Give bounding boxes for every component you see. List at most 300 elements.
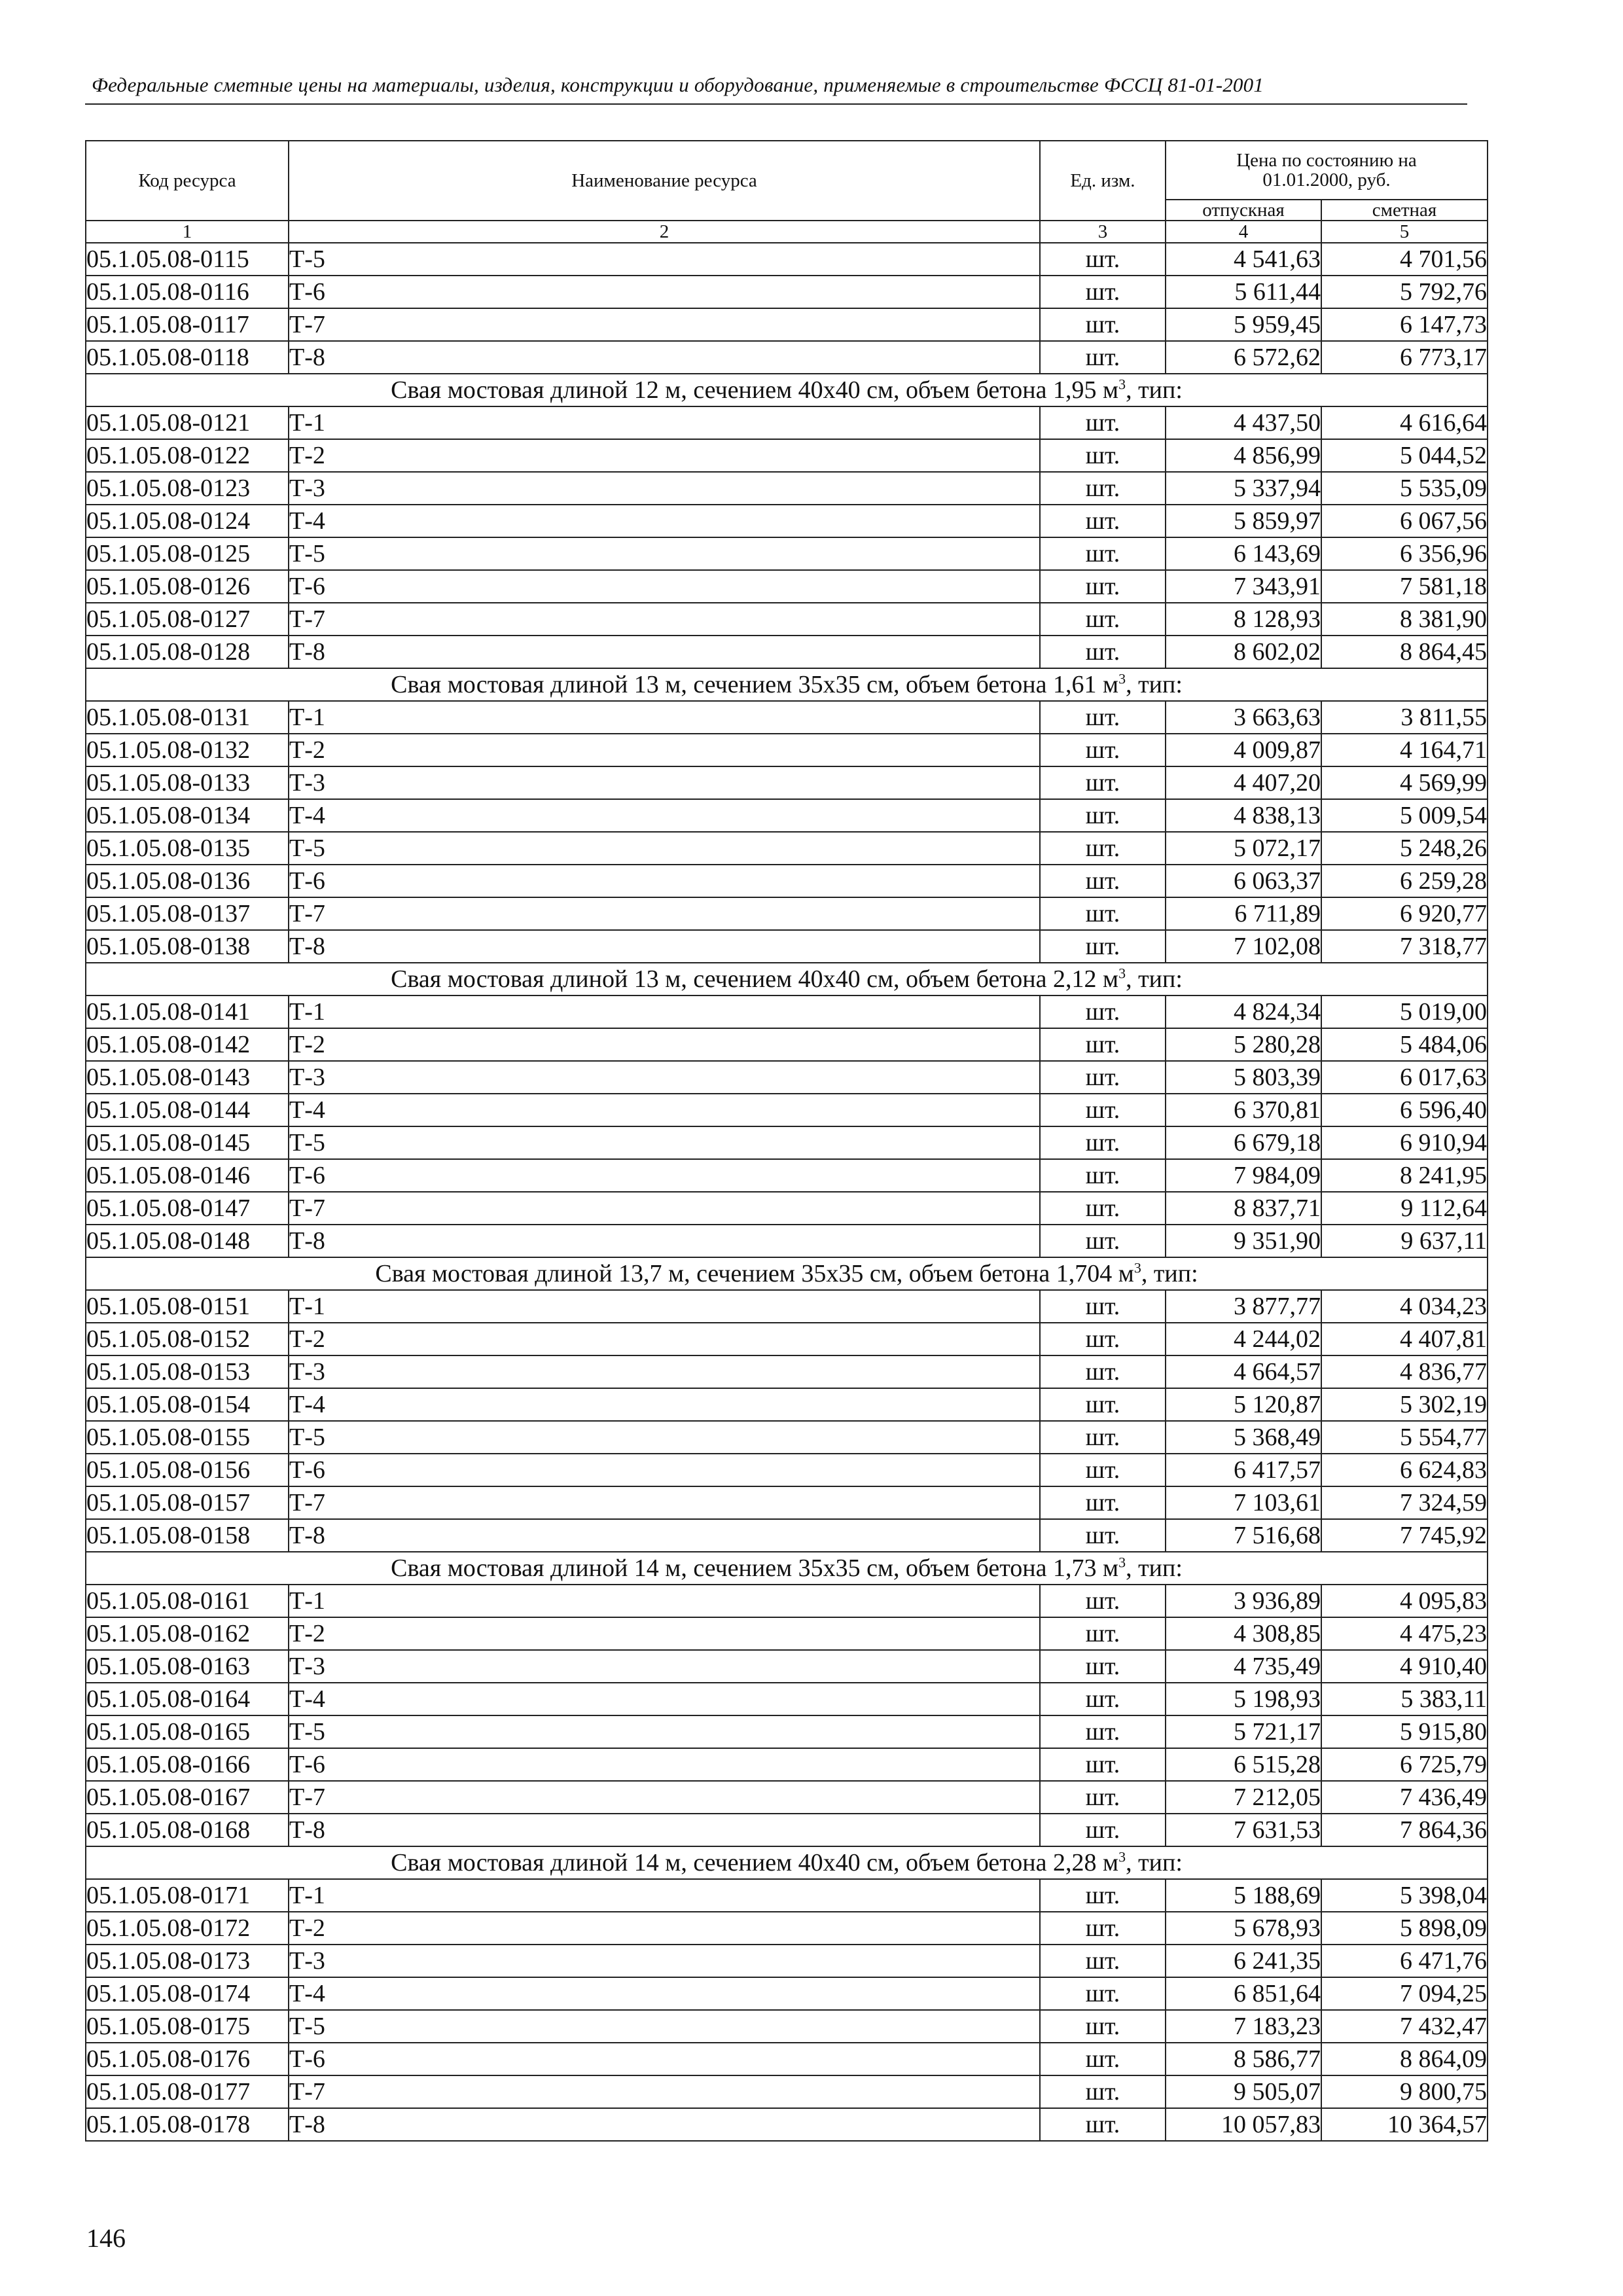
table-row	[86, 1585, 1488, 1617]
table-row	[86, 1421, 1488, 1454]
release-price: 7 183,23	[1166, 2010, 1321, 2043]
estimate-price: 9 112,64	[1321, 1192, 1488, 1225]
unit-of-measure: шт.	[1040, 1814, 1166, 1846]
estimate-price: 6 017,63	[1321, 1061, 1488, 1094]
resource-code: 05.1.05.08-0175	[86, 2010, 289, 2043]
unit-of-measure: шт.	[1040, 996, 1166, 1028]
estimate-price: 6 910,94	[1321, 1126, 1488, 1159]
resource-name: Т-2	[289, 439, 1040, 472]
resource-code: 05.1.05.08-0118	[86, 341, 289, 374]
resource-code: 05.1.05.08-0117	[86, 308, 289, 341]
cubic-superscript: 3	[1118, 1554, 1126, 1571]
resource-name: Т-6	[289, 276, 1040, 308]
section-heading	[86, 1846, 1488, 1879]
estimate-price: 4 407,81	[1321, 1323, 1488, 1355]
table-row	[86, 1323, 1488, 1355]
unit-of-measure: шт.	[1040, 1126, 1166, 1159]
unit-of-measure: шт.	[1040, 766, 1166, 799]
estimate-price: 4 475,23	[1321, 1617, 1488, 1650]
section-suffix: , тип:	[1126, 376, 1183, 404]
unit-of-measure: шт.	[1040, 1421, 1166, 1454]
unit-of-measure: шт.	[1040, 2043, 1166, 2075]
section-heading-row	[86, 1552, 1488, 1585]
unit-of-measure: шт.	[1040, 1028, 1166, 1061]
unit-of-measure: шт.	[1040, 2075, 1166, 2108]
release-price: 5 198,93	[1166, 1683, 1321, 1715]
table-row	[86, 799, 1488, 832]
table-row	[86, 472, 1488, 505]
resource-code: 05.1.05.08-0167	[86, 1781, 289, 1814]
release-price: 6 370,81	[1166, 1094, 1321, 1126]
estimate-price: 5 792,76	[1321, 276, 1488, 308]
resource-code: 05.1.05.08-0155	[86, 1421, 289, 1454]
resource-code: 05.1.05.08-0122	[86, 439, 289, 472]
resource-name: Т-3	[289, 1945, 1040, 1977]
estimate-price: 5 484,06	[1321, 1028, 1488, 1061]
resource-code: 05.1.05.08-0147	[86, 1192, 289, 1225]
resource-name: Т-3	[289, 472, 1040, 505]
section-title: Свая мостовая длиной 13 м, сечением 35х35 см, объем бетона 1,61 м	[391, 671, 1119, 698]
unit-of-measure: шт.	[1040, 308, 1166, 341]
release-price: 4 838,13	[1166, 799, 1321, 832]
unit-of-measure: шт.	[1040, 1650, 1166, 1683]
release-price: 4 437,50	[1166, 406, 1321, 439]
cubic-superscript: 3	[1118, 1848, 1126, 1865]
header-name: Наименование ресурса	[289, 141, 1040, 221]
release-price: 4 541,63	[1166, 243, 1321, 276]
unit-of-measure: шт.	[1040, 897, 1166, 930]
estimate-price: 6 920,77	[1321, 897, 1488, 930]
table-row	[86, 2043, 1488, 2075]
release-price: 5 188,69	[1166, 1879, 1321, 1912]
release-price: 8 128,93	[1166, 603, 1321, 636]
column-number: 2	[289, 221, 1040, 243]
table-row	[86, 1454, 1488, 1486]
section-suffix: , тип:	[1126, 1554, 1183, 1582]
section-title: Свая мостовая длиной 14 м, сечением 40х40 см, объем бетона 2,28 м	[391, 1849, 1119, 1876]
table-row	[86, 603, 1488, 636]
header-price: Цена по состоянию на 01.01.2000, руб.	[1166, 141, 1488, 200]
release-price: 4 664,57	[1166, 1355, 1321, 1388]
table-row	[86, 1912, 1488, 1945]
table-row	[86, 341, 1488, 374]
section-heading	[86, 374, 1488, 406]
release-price: 5 859,97	[1166, 505, 1321, 537]
resource-code: 05.1.05.08-0148	[86, 1225, 289, 1257]
estimate-price: 5 248,26	[1321, 832, 1488, 865]
release-price: 8 837,71	[1166, 1192, 1321, 1225]
resource-code: 05.1.05.08-0156	[86, 1454, 289, 1486]
estimate-price: 5 398,04	[1321, 1879, 1488, 1912]
resource-name: Т-1	[289, 996, 1040, 1028]
estimate-price: 8 864,45	[1321, 636, 1488, 668]
unit-of-measure: шт.	[1040, 505, 1166, 537]
estimate-price: 7 324,59	[1321, 1486, 1488, 1519]
estimate-price: 5 915,80	[1321, 1715, 1488, 1748]
resource-name: Т-1	[289, 1879, 1040, 1912]
resource-code: 05.1.05.08-0168	[86, 1814, 289, 1846]
resource-code: 05.1.05.08-0176	[86, 2043, 289, 2075]
estimate-price: 7 318,77	[1321, 930, 1488, 963]
cubic-superscript: 3	[1118, 376, 1126, 393]
estimate-price: 5 302,19	[1321, 1388, 1488, 1421]
estimate-price: 9 800,75	[1321, 2075, 1488, 2108]
resource-code: 05.1.05.08-0127	[86, 603, 289, 636]
resource-code: 05.1.05.08-0125	[86, 537, 289, 570]
unit-of-measure: шт.	[1040, 1683, 1166, 1715]
estimate-price: 5 044,52	[1321, 439, 1488, 472]
cubic-superscript: 3	[1118, 670, 1126, 687]
resource-code: 05.1.05.08-0133	[86, 766, 289, 799]
header-code: Код ресурса	[86, 141, 289, 221]
estimate-price: 7 432,47	[1321, 2010, 1488, 2043]
unit-of-measure: шт.	[1040, 1945, 1166, 1977]
estimate-price: 6 596,40	[1321, 1094, 1488, 1126]
section-suffix: , тип:	[1126, 1849, 1183, 1876]
resource-name: Т-5	[289, 537, 1040, 570]
unit-of-measure: шт.	[1040, 1486, 1166, 1519]
unit-of-measure: шт.	[1040, 1061, 1166, 1094]
table-body	[86, 243, 1488, 2141]
resource-name: Т-8	[289, 636, 1040, 668]
resource-code: 05.1.05.08-0116	[86, 276, 289, 308]
unit-of-measure: шт.	[1040, 865, 1166, 897]
table-row	[86, 1159, 1488, 1192]
resource-name: Т-5	[289, 832, 1040, 865]
estimate-price: 4 569,99	[1321, 766, 1488, 799]
unit-of-measure: шт.	[1040, 1159, 1166, 1192]
section-suffix: , тип:	[1141, 1260, 1198, 1287]
unit-of-measure: шт.	[1040, 1519, 1166, 1552]
table-row	[86, 1945, 1488, 1977]
resource-name: Т-4	[289, 1388, 1040, 1421]
release-price: 6 515,28	[1166, 1748, 1321, 1781]
release-price: 5 721,17	[1166, 1715, 1321, 1748]
resource-name: Т-5	[289, 1715, 1040, 1748]
estimate-price: 3 811,55	[1321, 701, 1488, 734]
release-price: 3 936,89	[1166, 1585, 1321, 1617]
cubic-superscript: 3	[1118, 965, 1126, 982]
table-row	[86, 2075, 1488, 2108]
resource-name: Т-1	[289, 1585, 1040, 1617]
table-row	[86, 2010, 1488, 2043]
estimate-price: 4 910,40	[1321, 1650, 1488, 1683]
resource-name: Т-2	[289, 1617, 1040, 1650]
table-row	[86, 1290, 1488, 1323]
unit-of-measure: шт.	[1040, 276, 1166, 308]
estimate-price: 10 364,57	[1321, 2108, 1488, 2141]
resource-name: Т-3	[289, 1061, 1040, 1094]
estimate-price: 4 034,23	[1321, 1290, 1488, 1323]
unit-of-measure: шт.	[1040, 799, 1166, 832]
estimate-price: 6 356,96	[1321, 537, 1488, 570]
resource-code: 05.1.05.08-0121	[86, 406, 289, 439]
unit-of-measure: шт.	[1040, 537, 1166, 570]
release-price: 5 120,87	[1166, 1388, 1321, 1421]
estimate-price: 7 581,18	[1321, 570, 1488, 603]
table-row	[86, 1715, 1488, 1748]
unit-of-measure: шт.	[1040, 1617, 1166, 1650]
resource-name: Т-8	[289, 1225, 1040, 1257]
estimate-price: 6 471,76	[1321, 1945, 1488, 1977]
table-row	[86, 1028, 1488, 1061]
table-row	[86, 897, 1488, 930]
table-row	[86, 439, 1488, 472]
resource-name: Т-8	[289, 930, 1040, 963]
unit-of-measure: шт.	[1040, 341, 1166, 374]
estimate-price: 6 725,79	[1321, 1748, 1488, 1781]
release-price: 7 212,05	[1166, 1781, 1321, 1814]
resource-code: 05.1.05.08-0171	[86, 1879, 289, 1912]
table-row	[86, 1879, 1488, 1912]
section-title: Свая мостовая длиной 12 м, сечением 40х40 см, объем бетона 1,95 м	[391, 376, 1119, 404]
resource-code: 05.1.05.08-0174	[86, 1977, 289, 2010]
resource-code: 05.1.05.08-0164	[86, 1683, 289, 1715]
estimate-price: 5 554,77	[1321, 1421, 1488, 1454]
section-heading-row	[86, 1846, 1488, 1879]
unit-of-measure: шт.	[1040, 1388, 1166, 1421]
section-heading-row	[86, 1257, 1488, 1290]
unit-of-measure: шт.	[1040, 930, 1166, 963]
table-row	[86, 1388, 1488, 1421]
estimate-price: 7 094,25	[1321, 1977, 1488, 2010]
release-price: 7 102,08	[1166, 930, 1321, 963]
resource-name: Т-2	[289, 1028, 1040, 1061]
estimate-price: 9 637,11	[1321, 1225, 1488, 1257]
section-heading	[86, 963, 1488, 996]
table-row	[86, 865, 1488, 897]
estimate-price: 5 019,00	[1321, 996, 1488, 1028]
estimate-price: 6 624,83	[1321, 1454, 1488, 1486]
table-row	[86, 636, 1488, 668]
section-heading	[86, 668, 1488, 701]
resource-name: Т-8	[289, 1519, 1040, 1552]
table-row	[86, 276, 1488, 308]
resource-code: 05.1.05.08-0152	[86, 1323, 289, 1355]
table-row	[86, 930, 1488, 963]
estimate-price: 5 898,09	[1321, 1912, 1488, 1945]
release-price: 5 337,94	[1166, 472, 1321, 505]
section-title: Свая мостовая длиной 13,7 м, сечением 35х35 см, объем бетона 1,704 м	[375, 1260, 1134, 1287]
table-row	[86, 1683, 1488, 1715]
estimate-price: 4 616,64	[1321, 406, 1488, 439]
unit-of-measure: шт.	[1040, 406, 1166, 439]
resource-name: Т-4	[289, 1094, 1040, 1126]
resource-code: 05.1.05.08-0145	[86, 1126, 289, 1159]
resource-name: Т-5	[289, 1126, 1040, 1159]
release-price: 5 803,39	[1166, 1061, 1321, 1094]
unit-of-measure: шт.	[1040, 1715, 1166, 1748]
resource-name: Т-8	[289, 2108, 1040, 2141]
table-row	[86, 406, 1488, 439]
resource-code: 05.1.05.08-0151	[86, 1290, 289, 1323]
table-row	[86, 2108, 1488, 2141]
unit-of-measure: шт.	[1040, 472, 1166, 505]
resource-code: 05.1.05.08-0153	[86, 1355, 289, 1388]
estimate-price: 6 259,28	[1321, 865, 1488, 897]
release-price: 8 602,02	[1166, 636, 1321, 668]
resource-name: Т-4	[289, 799, 1040, 832]
resource-code: 05.1.05.08-0172	[86, 1912, 289, 1945]
unit-of-measure: шт.	[1040, 1879, 1166, 1912]
resource-code: 05.1.05.08-0178	[86, 2108, 289, 2141]
estimate-price: 4 701,56	[1321, 243, 1488, 276]
column-number: 1	[86, 221, 289, 243]
resource-code: 05.1.05.08-0166	[86, 1748, 289, 1781]
resource-name: Т-6	[289, 570, 1040, 603]
unit-of-measure: шт.	[1040, 2108, 1166, 2141]
section-heading	[86, 1257, 1488, 1290]
unit-of-measure: шт.	[1040, 1094, 1166, 1126]
resource-code: 05.1.05.08-0134	[86, 799, 289, 832]
resource-name: Т-3	[289, 1355, 1040, 1388]
release-price: 3 877,77	[1166, 1290, 1321, 1323]
unit-of-measure: шт.	[1040, 1977, 1166, 2010]
release-price: 6 851,64	[1166, 1977, 1321, 2010]
estimate-price: 7 436,49	[1321, 1781, 1488, 1814]
unit-of-measure: шт.	[1040, 1225, 1166, 1257]
release-price: 7 103,61	[1166, 1486, 1321, 1519]
resource-code: 05.1.05.08-0143	[86, 1061, 289, 1094]
resource-code: 05.1.05.08-0126	[86, 570, 289, 603]
resource-name: Т-1	[289, 1290, 1040, 1323]
resource-name: Т-8	[289, 341, 1040, 374]
resource-name: Т-7	[289, 308, 1040, 341]
resource-code: 05.1.05.08-0177	[86, 2075, 289, 2108]
table-row	[86, 1977, 1488, 2010]
unit-of-measure: шт.	[1040, 734, 1166, 766]
table-row	[86, 1650, 1488, 1683]
release-price: 4 856,99	[1166, 439, 1321, 472]
resource-name: Т-7	[289, 2075, 1040, 2108]
table-row	[86, 505, 1488, 537]
table-row	[86, 1225, 1488, 1257]
table-row	[86, 1192, 1488, 1225]
release-price: 5 368,49	[1166, 1421, 1321, 1454]
release-price: 4 009,87	[1166, 734, 1321, 766]
section-heading-row	[86, 963, 1488, 996]
resource-code: 05.1.05.08-0154	[86, 1388, 289, 1421]
unit-of-measure: шт.	[1040, 439, 1166, 472]
section-title: Свая мостовая длиной 14 м, сечением 35х35 см, объем бетона 1,73 м	[391, 1554, 1119, 1582]
estimate-price: 5 383,11	[1321, 1683, 1488, 1715]
resource-name: Т-3	[289, 766, 1040, 799]
resource-code: 05.1.05.08-0123	[86, 472, 289, 505]
resource-code: 05.1.05.08-0137	[86, 897, 289, 930]
header-estimate-price: сметная	[1321, 200, 1488, 221]
resource-name: Т-7	[289, 1781, 1040, 1814]
unit-of-measure: шт.	[1040, 832, 1166, 865]
release-price: 4 824,34	[1166, 996, 1321, 1028]
table-row	[86, 570, 1488, 603]
resource-name: Т-5	[289, 2010, 1040, 2043]
table-row	[86, 1126, 1488, 1159]
release-price: 7 516,68	[1166, 1519, 1321, 1552]
release-price: 4 407,20	[1166, 766, 1321, 799]
resource-code: 05.1.05.08-0136	[86, 865, 289, 897]
estimate-price: 7 745,92	[1321, 1519, 1488, 1552]
release-price: 4 735,49	[1166, 1650, 1321, 1683]
table-row	[86, 832, 1488, 865]
resource-code: 05.1.05.08-0144	[86, 1094, 289, 1126]
resource-name: Т-3	[289, 1650, 1040, 1683]
table-row	[86, 701, 1488, 734]
estimate-price: 6 067,56	[1321, 505, 1488, 537]
unit-of-measure: шт.	[1040, 1585, 1166, 1617]
table-row	[86, 766, 1488, 799]
release-price: 5 072,17	[1166, 832, 1321, 865]
unit-of-measure: шт.	[1040, 1454, 1166, 1486]
estimate-price: 5 009,54	[1321, 799, 1488, 832]
release-price: 7 984,09	[1166, 1159, 1321, 1192]
table-row	[86, 243, 1488, 276]
release-price: 7 631,53	[1166, 1814, 1321, 1846]
estimate-price: 4 095,83	[1321, 1585, 1488, 1617]
release-price: 4 308,85	[1166, 1617, 1321, 1650]
estimate-price: 4 836,77	[1321, 1355, 1488, 1388]
resource-name: Т-6	[289, 2043, 1040, 2075]
resource-name: Т-4	[289, 1683, 1040, 1715]
estimate-price: 6 147,73	[1321, 308, 1488, 341]
estimate-price: 7 864,36	[1321, 1814, 1488, 1846]
resource-name: Т-1	[289, 406, 1040, 439]
table-row	[86, 1061, 1488, 1094]
release-price: 5 959,45	[1166, 308, 1321, 341]
release-price: 6 417,57	[1166, 1454, 1321, 1486]
table-row	[86, 734, 1488, 766]
resource-name: Т-1	[289, 701, 1040, 734]
resource-code: 05.1.05.08-0131	[86, 701, 289, 734]
table-row	[86, 537, 1488, 570]
resource-name: Т-2	[289, 1912, 1040, 1945]
resource-name: Т-7	[289, 897, 1040, 930]
table-row	[86, 308, 1488, 341]
release-price: 10 057,83	[1166, 2108, 1321, 2141]
unit-of-measure: шт.	[1040, 603, 1166, 636]
resource-name: Т-2	[289, 1323, 1040, 1355]
table-row	[86, 1781, 1488, 1814]
resource-code: 05.1.05.08-0146	[86, 1159, 289, 1192]
release-price: 3 663,63	[1166, 701, 1321, 734]
unit-of-measure: шт.	[1040, 243, 1166, 276]
section-heading-row	[86, 668, 1488, 701]
resource-name: Т-6	[289, 1159, 1040, 1192]
section-suffix: , тип:	[1126, 965, 1183, 993]
estimate-price: 6 773,17	[1321, 341, 1488, 374]
table-row	[86, 1814, 1488, 1846]
release-price: 6 063,37	[1166, 865, 1321, 897]
unit-of-measure: шт.	[1040, 1192, 1166, 1225]
release-price: 6 143,69	[1166, 537, 1321, 570]
resource-name: Т-6	[289, 1748, 1040, 1781]
resource-code: 05.1.05.08-0165	[86, 1715, 289, 1748]
unit-of-measure: шт.	[1040, 570, 1166, 603]
header-rule	[85, 103, 1467, 105]
estimate-price: 8 381,90	[1321, 603, 1488, 636]
release-price: 5 678,93	[1166, 1912, 1321, 1945]
release-price: 9 351,90	[1166, 1225, 1321, 1257]
table-row	[86, 1486, 1488, 1519]
unit-of-measure: шт.	[1040, 1781, 1166, 1814]
unit-of-measure: шт.	[1040, 1355, 1166, 1388]
table-row	[86, 996, 1488, 1028]
resource-name: Т-4	[289, 505, 1040, 537]
resource-code: 05.1.05.08-0163	[86, 1650, 289, 1683]
page-number: 146	[86, 2223, 126, 2253]
release-price: 7 343,91	[1166, 570, 1321, 603]
unit-of-measure: шт.	[1040, 2010, 1166, 2043]
resource-name: Т-5	[289, 1421, 1040, 1454]
